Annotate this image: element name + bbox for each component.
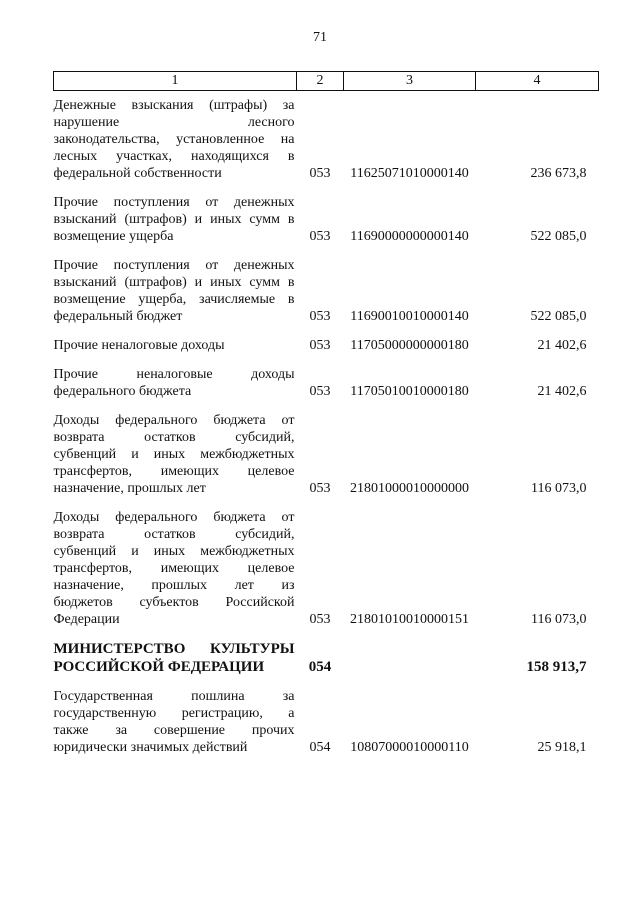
row-amount: 21 402,6 xyxy=(537,384,587,399)
description-line: взысканий (штрафов) и иных сумм в xyxy=(53,275,295,290)
table-row xyxy=(54,337,599,366)
row-budget-code xyxy=(344,640,476,688)
row-admin-code: 053 xyxy=(309,338,331,353)
description-line: взысканий (штрафов) и иных сумм в xyxy=(53,212,295,227)
row-budget-code: 11690010010000140 xyxy=(350,309,469,324)
budget-table xyxy=(53,71,599,756)
description-line: также за совершение прочих xyxy=(53,723,295,738)
description-line: Доходы федерального бюджета от xyxy=(53,510,295,525)
row-amount: 522 085,0 xyxy=(530,229,587,244)
row-admin-code: 054 xyxy=(309,740,331,755)
row-amount: 116 073,0 xyxy=(531,481,587,496)
description-line: назначение, прошлых лет xyxy=(53,481,206,496)
description-line: законодательства, установленное на xyxy=(53,132,295,147)
table-row xyxy=(54,194,599,257)
description-line: юридически значимых действий xyxy=(53,740,248,755)
row-admin-code: 053 xyxy=(309,166,331,181)
description-line: назначение, прошлых лет из xyxy=(53,578,295,593)
table-body xyxy=(54,91,599,757)
description-line: государственную регистрацию, а xyxy=(53,706,295,721)
description-line: Прочие неналоговые доходы xyxy=(53,338,225,353)
header-col-1: 1 xyxy=(54,72,297,91)
row-budget-code: 11690000000000140 xyxy=(350,229,469,244)
table-row xyxy=(54,509,599,640)
page-number: 71 xyxy=(313,30,327,45)
row-admin-code: 054 xyxy=(308,659,332,675)
row-amount: 116 073,0 xyxy=(531,612,587,627)
row-description xyxy=(54,412,297,509)
header-col-2: 2 xyxy=(297,72,344,91)
header-col-4: 4 xyxy=(476,72,599,91)
description-line: Прочие поступления от денежных xyxy=(53,258,295,273)
description-line: возврата остатков субсидий, xyxy=(53,527,295,542)
row-admin-code: 053 xyxy=(309,229,331,244)
row-description xyxy=(54,366,297,412)
description-line: Федерации xyxy=(53,612,120,627)
description-line: нарушение лесного xyxy=(53,115,295,130)
row-budget-code: 21801000010000000 xyxy=(350,481,469,496)
description-line: Доходы федерального бюджета от xyxy=(53,413,295,428)
row-budget-code: 21801010010000151 xyxy=(350,612,469,627)
row-description xyxy=(54,640,297,688)
description-line: субвенций и иных межбюджетных xyxy=(53,544,295,559)
row-amount: 21 402,6 xyxy=(537,338,587,353)
table-row-ministry xyxy=(54,640,599,688)
table-header xyxy=(54,72,599,91)
table-row xyxy=(54,257,599,337)
description-line: возврата остатков субсидий, xyxy=(53,430,295,445)
description-line: РОССИЙСКОЙ ФЕДЕРАЦИИ xyxy=(53,659,265,675)
description-line: возмещение ущерба xyxy=(53,229,174,244)
description-line: федерального бюджета xyxy=(53,384,192,399)
row-description xyxy=(54,194,297,257)
row-amount: 522 085,0 xyxy=(530,309,587,324)
row-amount: 236 673,8 xyxy=(530,166,587,181)
row-description xyxy=(54,688,297,756)
row-description xyxy=(54,91,297,195)
description-line: лесных участках, находящихся в xyxy=(53,149,295,164)
description-line: Прочие поступления от денежных xyxy=(53,195,295,210)
description-line: федеральной собственности xyxy=(53,166,222,181)
row-description xyxy=(54,257,297,337)
row-admin-code: 053 xyxy=(309,384,331,399)
table-row xyxy=(54,91,599,195)
row-budget-code: 11705010010000180 xyxy=(350,384,469,399)
row-budget-code: 10807000010000110 xyxy=(350,740,469,755)
description-line: субвенций и иных межбюджетных xyxy=(53,447,295,462)
row-amount: 158 913,7 xyxy=(526,659,587,675)
description-line: возмещение ущерба, зачисляемые в xyxy=(53,292,295,307)
row-description xyxy=(54,509,297,640)
row-budget-code: 11625071010000140 xyxy=(350,166,469,181)
row-admin-code: 053 xyxy=(309,481,331,496)
description-line: трансфертов, имеющих целевое xyxy=(53,464,295,479)
description-line: Государственная пошлина за xyxy=(53,689,295,704)
description-line: федеральный бюджет xyxy=(53,309,183,324)
header-col-3: 3 xyxy=(344,72,476,91)
description-line: Денежные взыскания (штрафы) за xyxy=(53,98,295,113)
row-description xyxy=(54,337,297,366)
description-line: Прочие неналоговые доходы xyxy=(53,367,295,382)
description-line: трансфертов, имеющих целевое xyxy=(53,561,295,576)
table-row xyxy=(54,366,599,412)
description-line: МИНИСТЕРСТВО КУЛЬТУРЫ xyxy=(53,641,295,657)
table-row xyxy=(54,688,599,756)
row-budget-code: 11705000000000180 xyxy=(350,338,469,353)
row-admin-code: 053 xyxy=(309,309,331,324)
row-amount: 25 918,1 xyxy=(537,740,587,755)
description-line: бюджетов субъектов Российской xyxy=(53,595,295,610)
row-admin-code: 053 xyxy=(309,612,331,627)
table-row xyxy=(54,412,599,509)
